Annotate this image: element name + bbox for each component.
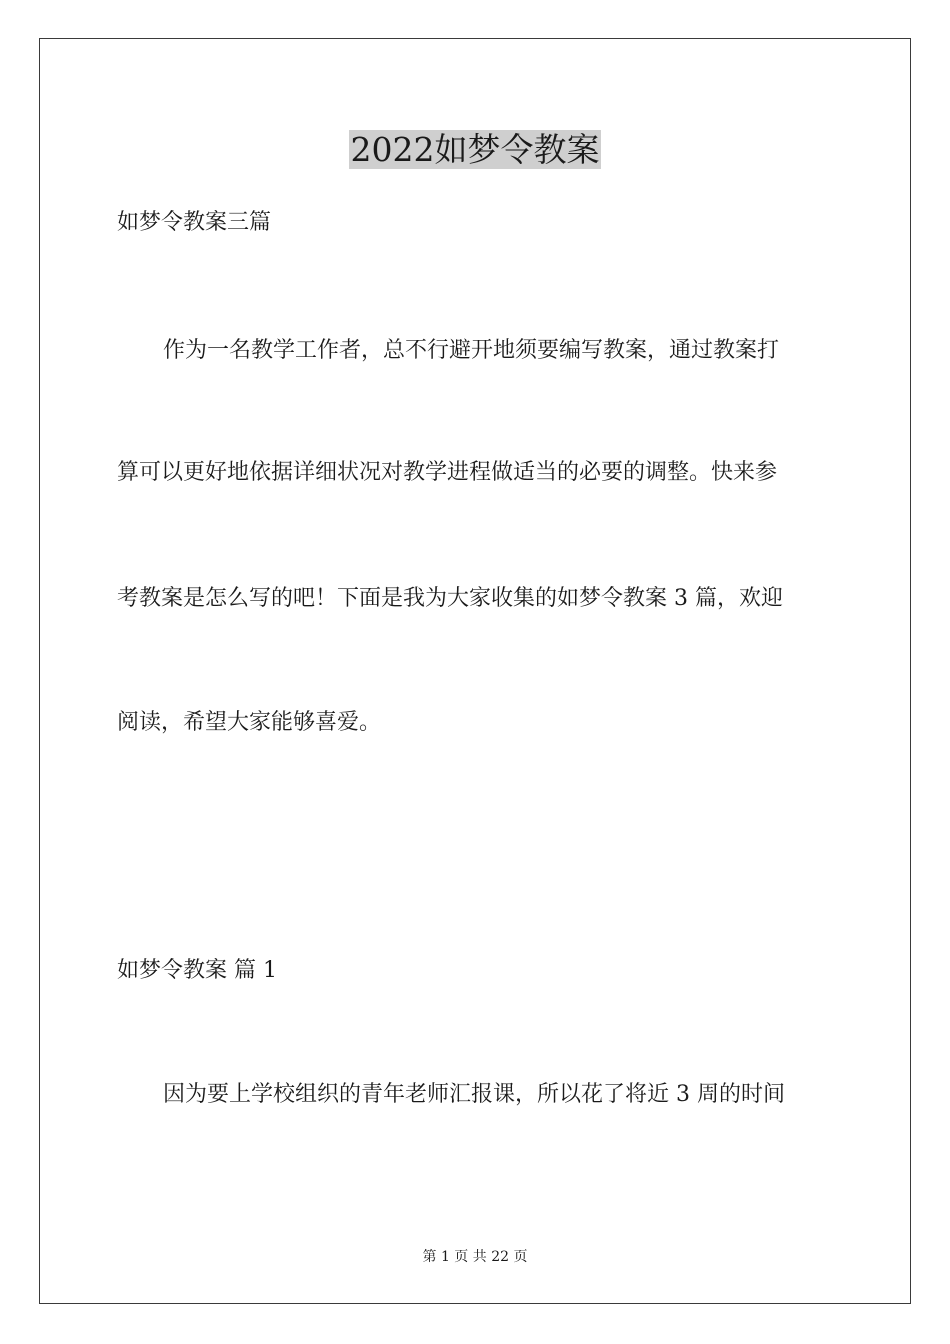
- intro-line-3: 考教案是怎么写的吧！下面是我为大家收集的如梦令教案 3 篇，欢迎: [117, 586, 783, 611]
- body-line-1: 因为要上学校组织的青年老师汇报课，所以花了将近 3 周的时间: [163, 1082, 785, 1107]
- intro-line-2: 算可以更好地依据详细状况对教学进程做适当的必要的调整。快来参: [117, 460, 778, 485]
- page-footer: 第 1 页 共 22 页: [422, 1249, 528, 1265]
- section-heading: 如梦令教案 篇 1: [117, 958, 277, 983]
- document-subtitle: 如梦令教案三篇: [117, 210, 272, 235]
- document-title-text: 2022如梦令教案: [350, 130, 600, 169]
- intro-line-1: 作为一名教学工作者，总不行避开地须要编写教案，通过教案打: [163, 338, 780, 363]
- intro-line-4: 阅读，希望大家能够喜爱。: [117, 710, 382, 735]
- document-title: [0, 128, 950, 172]
